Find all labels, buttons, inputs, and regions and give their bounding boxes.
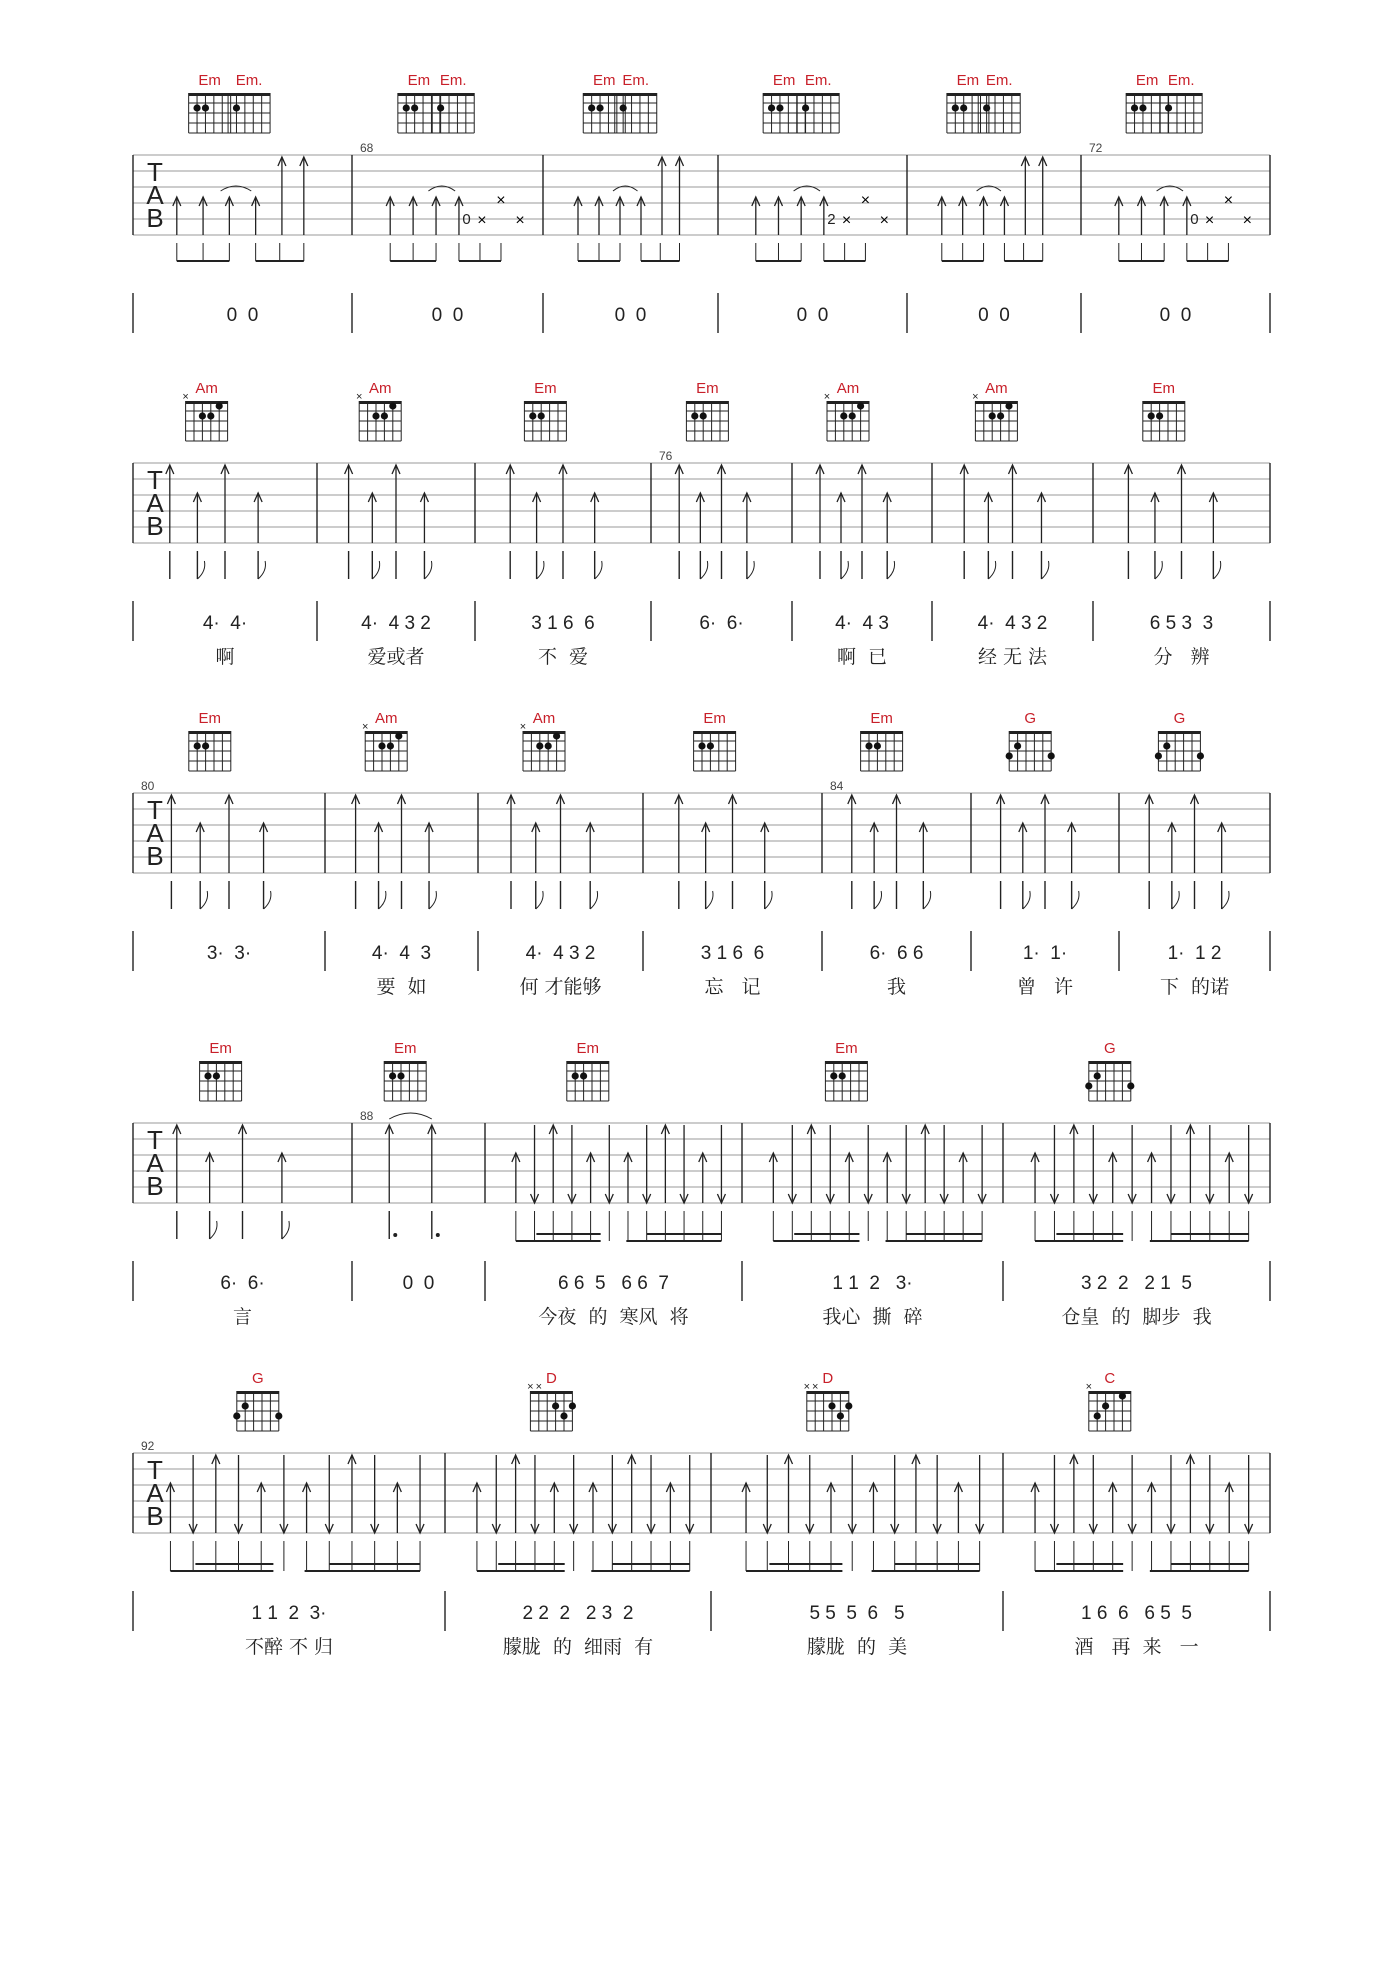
measure xyxy=(1124,380,1220,668)
lyrics: 要 如 xyxy=(376,976,427,998)
numbered-notation: 1· 1 2 xyxy=(1167,943,1222,964)
chord-diagram xyxy=(615,93,657,133)
measure xyxy=(938,72,1047,326)
measure xyxy=(675,710,772,998)
muted-string-mark: × xyxy=(972,391,979,403)
numbered-notation: 4· 4 3 2 xyxy=(977,613,1048,634)
chord-diagram xyxy=(1155,731,1204,771)
chord-name: C xyxy=(1104,1370,1116,1387)
measure-number: 68 xyxy=(360,141,374,155)
chord-diagram xyxy=(825,1061,867,1101)
chord-name: Em xyxy=(956,72,980,89)
chord-name: Em xyxy=(576,1040,600,1057)
measure xyxy=(574,72,684,326)
chord-finger-dot xyxy=(588,104,595,111)
chord-finger-dot xyxy=(395,732,402,739)
chord-finger-dot xyxy=(707,742,714,749)
chord-finger-dot xyxy=(381,412,388,419)
chord-name: D xyxy=(545,1370,557,1387)
chord-finger-dot xyxy=(952,104,959,111)
chord-finger-dot xyxy=(403,104,410,111)
muted-strum-mark: × xyxy=(860,192,871,209)
numbered-notation: 0 0 xyxy=(431,305,464,326)
chord-finger-dot xyxy=(552,1402,559,1409)
chord-name: Em xyxy=(772,72,796,89)
measure xyxy=(173,1040,289,1328)
lyrics: 下 的诺 xyxy=(1159,976,1230,998)
measure xyxy=(352,710,437,998)
chord-finger-dot xyxy=(216,402,223,409)
chord-finger-dot xyxy=(691,412,698,419)
chord-finger-dot xyxy=(199,412,206,419)
chord-finger-dot xyxy=(845,1402,852,1409)
tab-clef-letter: A xyxy=(146,1478,164,1508)
measure xyxy=(659,380,754,634)
strum-pattern xyxy=(473,1455,694,1571)
chord-finger-dot xyxy=(202,742,209,749)
measure xyxy=(752,72,889,326)
strum-pattern xyxy=(1145,795,1229,909)
muted-strum-mark: × xyxy=(1223,192,1234,209)
chord-finger-dot xyxy=(529,412,536,419)
strum-pattern xyxy=(173,1125,289,1239)
numbered-notation: 1 6 6 6 5 5 xyxy=(1081,1603,1192,1624)
muted-string-mark: × xyxy=(355,391,363,403)
chord-diagram xyxy=(1085,1061,1134,1101)
lyrics: 啊 xyxy=(215,646,235,668)
chord-name: Em xyxy=(393,1040,417,1057)
chord-finger-dot xyxy=(553,732,560,739)
measure-number: 84 xyxy=(830,779,844,793)
measure xyxy=(507,710,602,998)
chord-finger-dot xyxy=(580,1072,587,1079)
lyrics: 啊 已 xyxy=(836,646,888,668)
chord-finger-dot xyxy=(242,1402,249,1409)
measure xyxy=(830,710,931,998)
chord-diagram xyxy=(797,93,839,133)
tab-system xyxy=(133,1370,1270,1658)
numbered-notation: 4· 4 3 xyxy=(371,943,432,964)
chord-name: Am xyxy=(985,380,1008,397)
tab-clef-letter: A xyxy=(146,818,164,848)
strum-pattern xyxy=(173,157,308,261)
measure-number: 88 xyxy=(360,1109,374,1123)
tab-system xyxy=(133,72,1270,333)
chord-finger-dot xyxy=(828,1402,835,1409)
muted-string-mark: × xyxy=(519,721,527,733)
chord-name: G xyxy=(251,1370,264,1387)
chord-finger-dot xyxy=(207,412,214,419)
chord-diagram xyxy=(861,731,903,771)
chord-name: Em xyxy=(1135,72,1159,89)
chord-finger-dot xyxy=(596,104,603,111)
strum-pattern xyxy=(816,465,895,579)
chord-finger-dot xyxy=(768,104,775,111)
fret-number: 2 xyxy=(827,211,836,228)
chord-finger-dot xyxy=(389,1072,396,1079)
muted-strum-mark: × xyxy=(515,212,525,229)
measure xyxy=(173,72,308,326)
chord-finger-dot xyxy=(536,742,543,749)
chord-name: Em xyxy=(703,710,726,727)
chord-finger-dot xyxy=(411,104,418,111)
numbered-notation: 6 6 5 6 6 7 xyxy=(558,1273,669,1294)
chord-finger-dot xyxy=(1014,742,1021,749)
numbered-notation: 4· 4 3 xyxy=(835,613,889,634)
chord-finger-dot xyxy=(1102,1402,1109,1409)
chord-finger-dot xyxy=(960,104,967,111)
chord-diagram xyxy=(527,1381,576,1431)
chord-diagram xyxy=(356,391,401,441)
numbered-notation: 1 1 2 3· xyxy=(832,1273,913,1294)
muted-strum-mark: × xyxy=(1242,212,1252,229)
measure xyxy=(512,1040,726,1328)
numbered-notation: 4· 4 3 2 xyxy=(525,943,596,964)
chord-name: G xyxy=(1173,710,1186,727)
chord-finger-dot xyxy=(857,402,864,409)
chord-finger-dot xyxy=(1127,1082,1134,1089)
muted-strum-mark: × xyxy=(841,212,852,229)
lyrics: 我心 撕 碎 xyxy=(822,1306,923,1328)
lyrics: 分 辨 xyxy=(1153,646,1210,668)
muted-string-mark: × xyxy=(182,391,189,403)
chord-name: Am xyxy=(836,380,860,397)
strum-pattern xyxy=(769,1125,986,1241)
chord-finger-dot xyxy=(837,1412,844,1419)
chord-name: Em xyxy=(870,710,893,727)
chord-name: Em. xyxy=(235,72,263,89)
strum-pattern xyxy=(507,795,598,909)
strum-pattern xyxy=(742,1455,984,1571)
chord-finger-dot xyxy=(372,412,379,419)
chord-diagram xyxy=(182,391,227,441)
lyrics: 我 xyxy=(886,976,907,998)
chord-finger-dot xyxy=(1005,402,1012,409)
chord-name: Em. xyxy=(439,72,467,89)
strum-pattern xyxy=(1124,465,1220,579)
tab-clef-letter: T xyxy=(147,1455,163,1485)
chord-name: Em. xyxy=(1167,72,1195,89)
chord-finger-dot xyxy=(830,1072,837,1079)
lyrics: 今夜 的 寒风 将 xyxy=(538,1306,689,1328)
chord-name: Em xyxy=(1152,380,1176,397)
chord-finger-dot xyxy=(572,1072,579,1079)
chord-diagram xyxy=(567,1061,609,1101)
numbered-notation: 0 0 xyxy=(978,305,1010,326)
chord-finger-dot xyxy=(698,742,705,749)
measure xyxy=(1031,1370,1253,1658)
muted-string-mark: × xyxy=(1085,1381,1093,1393)
strum-pattern xyxy=(166,1455,424,1571)
tab-clef-letter: T xyxy=(147,795,163,825)
chord-finger-dot xyxy=(193,104,200,111)
chord-finger-dot xyxy=(538,412,545,419)
chord-diagram xyxy=(524,401,566,441)
strum-pattern xyxy=(345,465,432,579)
tab-clef-letter: B xyxy=(146,1501,164,1531)
chord-finger-dot xyxy=(1094,1072,1101,1079)
tab-clef-letter: A xyxy=(146,180,164,210)
numbered-notation: 0 0 xyxy=(226,305,259,326)
measure xyxy=(141,1370,424,1658)
muted-string-mark: × xyxy=(535,1381,543,1393)
chord-finger-dot xyxy=(1155,752,1162,759)
chord-name: G xyxy=(1103,1040,1116,1057)
numbered-notation: 0 0 xyxy=(1159,305,1192,326)
chord-finger-dot xyxy=(194,742,201,749)
measure xyxy=(816,380,895,668)
strum-pattern xyxy=(1031,1455,1253,1571)
chord-finger-dot xyxy=(983,104,990,111)
chord-finger-dot xyxy=(1094,1412,1101,1419)
measure xyxy=(506,380,602,668)
tab-clef-letter: B xyxy=(146,1171,164,1201)
numbered-notation: 1· 1· xyxy=(1022,943,1068,964)
lyrics: 曾 许 xyxy=(1016,976,1074,998)
tab-clef-letter: T xyxy=(147,157,163,187)
chord-diagram xyxy=(189,731,231,771)
chord-finger-dot xyxy=(387,742,394,749)
strum-pattern xyxy=(386,186,525,261)
chord-name: Em xyxy=(198,710,222,727)
chord-diagram xyxy=(362,721,407,771)
tab-clef-letter: B xyxy=(146,841,164,871)
chord-finger-dot xyxy=(233,104,240,111)
numbered-notation: 4· 4 3 2 xyxy=(361,613,431,634)
measure xyxy=(360,72,525,326)
strum-pattern xyxy=(675,465,754,579)
numbered-notation: 6· 6· xyxy=(220,1273,265,1294)
measure xyxy=(1031,1040,1253,1328)
chord-finger-dot xyxy=(204,1072,211,1079)
chord-finger-dot xyxy=(378,742,385,749)
chord-diagram xyxy=(1086,1381,1131,1431)
chord-finger-dot xyxy=(1163,742,1170,749)
measure xyxy=(1145,710,1229,998)
chord-name: Am xyxy=(195,380,218,397)
numbered-notation: 3 1 6 6 xyxy=(531,613,595,634)
chord-diagram xyxy=(200,1061,242,1101)
chord-diagram xyxy=(686,401,728,441)
chord-finger-dot xyxy=(560,1412,567,1419)
chord-finger-dot xyxy=(1119,1392,1126,1399)
chord-diagram xyxy=(432,93,474,133)
tab-clef-letter: B xyxy=(146,511,164,541)
numbered-notation: 0 0 xyxy=(614,305,647,326)
chord-finger-dot xyxy=(437,104,444,111)
chord-finger-dot xyxy=(233,1412,240,1419)
chord-name: Em xyxy=(593,72,616,89)
chord-finger-dot xyxy=(1165,104,1172,111)
chord-finger-dot xyxy=(802,104,809,111)
chord-finger-dot xyxy=(989,412,996,419)
chord-diagram xyxy=(233,1391,282,1431)
chord-diagram xyxy=(972,391,1017,441)
tab-system xyxy=(133,1040,1270,1328)
numbered-notation: 5 5 5 6 5 xyxy=(809,1603,905,1624)
chord-name: Am xyxy=(374,710,398,727)
chord-finger-dot xyxy=(1156,412,1163,419)
numbered-notation: 6 5 3 3 xyxy=(1149,613,1214,634)
lyrics: 仓皇 的 脚步 我 xyxy=(1061,1306,1212,1328)
lyrics: 不醉 不 归 xyxy=(244,1636,334,1658)
measure xyxy=(960,380,1049,668)
measure xyxy=(1089,72,1252,326)
chord-diagram xyxy=(1160,93,1202,133)
measure xyxy=(345,380,432,668)
muted-strum-mark: × xyxy=(496,192,506,209)
chord-finger-dot xyxy=(1048,752,1055,759)
chord-finger-dot xyxy=(397,1072,404,1079)
strum-pattern xyxy=(1115,186,1252,261)
numbered-notation: 6· 6 6 xyxy=(869,943,924,964)
numbered-notation: 0 0 xyxy=(796,305,829,326)
chord-finger-dot xyxy=(620,104,627,111)
chord-diagram xyxy=(824,391,869,441)
chord-name: Em xyxy=(209,1040,232,1057)
tab-clef-letter: T xyxy=(147,465,163,495)
lyrics: 经 无 法 xyxy=(977,646,1048,668)
muted-strum-mark: × xyxy=(1204,212,1215,229)
muted-string-mark: × xyxy=(361,721,369,733)
muted-string-mark: × xyxy=(811,1381,819,1393)
measure xyxy=(742,1370,984,1658)
chord-finger-dot xyxy=(1197,752,1204,759)
strum-pattern xyxy=(167,795,271,909)
chord-diagram xyxy=(804,1381,853,1431)
tab-clef-letter: A xyxy=(146,1148,164,1178)
lyrics: 爱或者 xyxy=(367,646,425,668)
numbered-notation: 3 1 6 6 xyxy=(700,943,765,964)
strum-pattern xyxy=(938,157,1047,261)
chord-name: Em xyxy=(696,380,719,397)
numbered-notation: 4· 4· xyxy=(202,613,248,634)
chord-diagram xyxy=(1143,401,1185,441)
chord-name: Em xyxy=(198,72,221,89)
chord-diagram xyxy=(189,93,231,133)
measure xyxy=(473,1370,694,1658)
chord-finger-dot xyxy=(849,412,856,419)
chord-finger-dot xyxy=(776,104,783,111)
strum-pattern xyxy=(848,795,931,909)
numbered-notation: 0 0 xyxy=(402,1273,435,1294)
chord-name: Am xyxy=(532,710,556,727)
tab-clef-letter: A xyxy=(146,488,164,518)
chord-name: Em xyxy=(407,72,431,89)
measure-number: 72 xyxy=(1089,141,1103,155)
lyrics: 朦胧 的 细雨 有 xyxy=(502,1636,654,1658)
chord-name: Em xyxy=(835,1040,858,1057)
lyrics: 何 才能够 xyxy=(519,976,602,998)
chord-finger-dot xyxy=(839,1072,846,1079)
chord-name: Em. xyxy=(985,72,1013,89)
chord-finger-dot xyxy=(865,742,872,749)
strum-pattern xyxy=(675,795,772,909)
chord-name: Em xyxy=(534,380,557,397)
chord-finger-dot xyxy=(569,1402,576,1409)
strum-pattern xyxy=(1031,1125,1253,1241)
measure xyxy=(360,1040,440,1294)
chord-finger-dot xyxy=(202,104,209,111)
numbered-notation: 3· 3· xyxy=(206,943,252,964)
measure-number: 76 xyxy=(659,449,673,463)
strum-pattern xyxy=(574,157,684,261)
chord-finger-dot xyxy=(840,412,847,419)
chord-name: Am xyxy=(368,380,392,397)
strum-pattern xyxy=(512,1125,726,1241)
measure xyxy=(166,380,266,668)
chord-finger-dot xyxy=(213,1072,220,1079)
measure xyxy=(769,1040,986,1328)
chord-name: Em. xyxy=(804,72,832,89)
numbered-notation: 6· 6· xyxy=(699,613,744,634)
measure xyxy=(997,710,1079,998)
chord-finger-dot xyxy=(1131,104,1138,111)
strum-pattern xyxy=(385,1113,440,1239)
muted-string-mark: × xyxy=(823,391,831,403)
lyrics: 酒 再 来 一 xyxy=(1074,1636,1199,1658)
muted-strum-mark: × xyxy=(477,212,487,229)
fret-number: 0 xyxy=(1190,211,1199,228)
lyrics: 朦胧 的 美 xyxy=(806,1636,908,1658)
chord-diagram xyxy=(520,721,565,771)
strum-pattern xyxy=(752,186,889,261)
strum-pattern xyxy=(506,465,602,579)
chord-diagram xyxy=(228,93,270,133)
chord-finger-dot xyxy=(275,1412,282,1419)
chord-finger-dot xyxy=(545,742,552,749)
chord-finger-dot xyxy=(700,412,707,419)
chord-finger-dot xyxy=(1139,104,1146,111)
chord-finger-dot xyxy=(1148,412,1155,419)
strum-pattern xyxy=(166,465,266,579)
fret-number: 0 xyxy=(462,211,471,228)
lyrics: 忘 记 xyxy=(704,976,761,998)
chord-name: G xyxy=(1024,710,1037,727)
chord-finger-dot xyxy=(997,412,1004,419)
chord-name: D xyxy=(822,1370,834,1387)
numbered-notation: 1 1 2 3· xyxy=(251,1603,327,1624)
lyrics: 言 xyxy=(232,1306,253,1328)
tab-clef-letter: T xyxy=(147,1125,163,1155)
muted-string-mark: × xyxy=(803,1381,811,1393)
chord-diagram xyxy=(384,1061,426,1101)
chord-diagram xyxy=(1006,731,1055,771)
chord-name: Em. xyxy=(622,72,650,89)
muted-strum-mark: × xyxy=(879,212,889,229)
measure-number: 80 xyxy=(141,779,155,793)
lyrics: 不 爱 xyxy=(537,646,589,668)
strum-pattern xyxy=(352,795,437,909)
measure-number: 92 xyxy=(141,1439,155,1453)
numbered-notation: 2 2 2 2 3 2 xyxy=(522,1603,634,1624)
strum-pattern xyxy=(997,795,1079,909)
chord-diagram xyxy=(978,93,1020,133)
numbered-notation: 3 2 2 2 1 5 xyxy=(1081,1273,1192,1294)
chord-finger-dot xyxy=(389,402,396,409)
chord-diagram xyxy=(694,731,736,771)
tab-system xyxy=(133,380,1270,668)
tab-clef-letter: B xyxy=(146,203,164,233)
chord-finger-dot xyxy=(874,742,881,749)
muted-string-mark: × xyxy=(527,1381,534,1393)
strum-pattern xyxy=(960,465,1049,579)
chord-finger-dot xyxy=(1085,1082,1092,1089)
chord-finger-dot xyxy=(1006,752,1013,759)
tab-system xyxy=(133,710,1270,998)
